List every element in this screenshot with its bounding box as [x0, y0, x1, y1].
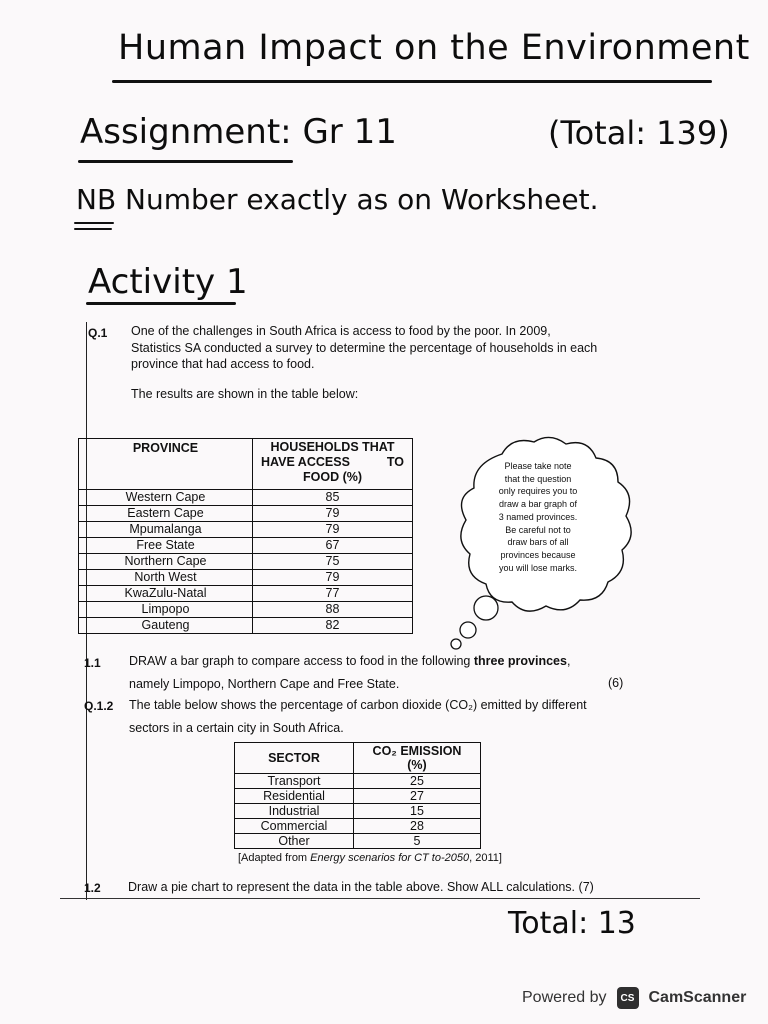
source-citation: [Adapted from Energy scenarios for CT to-2050, 2011] [238, 852, 502, 864]
table-row: Eastern Cape 79 [79, 506, 413, 522]
handwritten-note: NB Number exactly as on Worksheet. [76, 183, 599, 216]
bottom-rule [60, 898, 700, 899]
table-row: Transport 25 [235, 774, 481, 789]
question-1-intro: The results are shown in the table below: [131, 387, 359, 401]
co2-table [234, 742, 481, 849]
activity-heading: Activity 1 [88, 262, 248, 302]
question-1-2b-text: Draw a pie chart to represent the data in the table above. Show ALL calculations. (7) [128, 880, 594, 894]
question-1-text: One of the challenges in South Africa is access to food by the poor. In 2009, Statistics SA conducted a survey to determine the percentage of households in each province that had access to food. [131, 324, 598, 371]
activity-underline [86, 302, 236, 305]
question-1-2-text: The table below shows the percentage of carbon dioxide (CO₂) emitted by different sectors in a certain city in South Africa. [129, 698, 587, 735]
table-row: Industrial 15 [235, 804, 481, 819]
table-row: Other 5 [235, 834, 481, 849]
table-row: Free State 67 [79, 538, 413, 554]
camscanner-brand: CamScanner [648, 989, 747, 1006]
question-1-1-label: 1.1 [84, 656, 101, 670]
handwritten-total: (Total: 139) [548, 114, 730, 152]
table-row: Mpumalanga 79 [79, 522, 413, 538]
assignment-underline [78, 160, 293, 163]
table-row: Western Cape 85 [79, 490, 413, 506]
handwritten-total-bottom: Total: 13 [508, 906, 636, 941]
question-1-2b-label: 1.2 [84, 881, 101, 895]
powered-by-text: Powered by [522, 989, 607, 1006]
sector-header: SECTOR [235, 743, 354, 774]
co2-header: CO₂ EMISSION (%) [354, 743, 481, 774]
camscanner-footer [522, 983, 746, 1013]
handwritten-title: Human Impact on the Environment [118, 28, 750, 68]
question-1-1-marks: (6) [608, 676, 624, 690]
access-header: HOUSEHOLDS THAT HAVE ACCESS TO FOOD (%) [253, 439, 413, 490]
camscanner-logo-icon: CS [617, 987, 639, 1009]
table-row: North West 79 [79, 570, 413, 586]
cloud-note: Please take note that the question only requires you to draw a bar graph of 3 named provinces. Be careful not to draw bars of all provinces because you will lose marks. [498, 461, 578, 573]
handwritten-assignment: Assignment: Gr 11 [80, 112, 397, 152]
question-1-1-text: DRAW a bar graph to compare access to food in the following three provinces, namely Limpopo, Northern Cape and Free State. [129, 654, 571, 691]
question-1-2-label: Q.1.2 [84, 699, 114, 713]
nb-underline [74, 222, 114, 224]
table-row: Commercial 28 [235, 819, 481, 834]
table-row: Northern Cape 75 [79, 554, 413, 570]
table-row: Gauteng 82 [79, 618, 413, 634]
table-row: Residential 27 [235, 789, 481, 804]
title-underline [112, 80, 712, 83]
table-row: Limpopo 88 [79, 602, 413, 618]
province-header: PROVINCE [79, 439, 253, 490]
nb-underline-2 [74, 228, 112, 230]
food-access-table [78, 438, 413, 634]
table-row: KwaZulu-Natal 77 [79, 586, 413, 602]
question-label: Q.1 [88, 326, 108, 340]
